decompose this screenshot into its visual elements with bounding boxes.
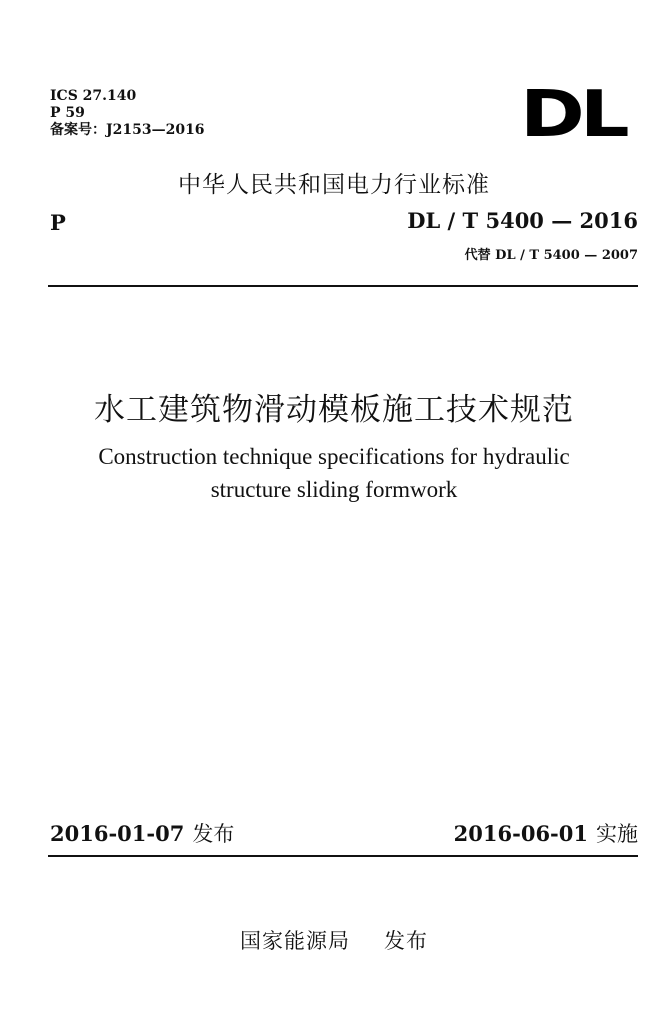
english-title bbox=[0, 440, 668, 506]
dl-logo bbox=[520, 78, 638, 152]
issue-label: 发布 bbox=[192, 822, 235, 846]
replaces-code: 代替 DL / T 5400 — 2007 bbox=[464, 248, 638, 263]
dl-logo-text: DL bbox=[520, 78, 625, 152]
p-code: P 59 bbox=[50, 105, 85, 121]
english-title-line-2: structure sliding formwork bbox=[210, 477, 458, 502]
standard-code: DL / T 5400 — 2016 bbox=[407, 208, 638, 233]
top-divider bbox=[48, 285, 638, 287]
issue-date-block bbox=[50, 818, 234, 848]
chinese-title: 水工建筑物滑动模板施工技术规范 bbox=[94, 392, 574, 428]
ics-code: ICS 27.140 bbox=[50, 88, 137, 104]
english-title-line-1: Construction technique specifications for hydraulic bbox=[98, 444, 570, 469]
issue-date: 2016-01-07 bbox=[50, 821, 185, 846]
bottom-divider bbox=[48, 855, 638, 857]
implement-date: 2016-06-01 bbox=[453, 821, 588, 846]
issuer-name: 国家能源局 bbox=[240, 929, 350, 953]
issuer-block bbox=[0, 925, 668, 955]
issuer-label: 发布 bbox=[384, 929, 428, 953]
standard-metadata bbox=[50, 88, 205, 139]
industry-standard-heading: 中华人民共和国电力行业标准 bbox=[178, 172, 490, 198]
category-code: P bbox=[50, 210, 66, 235]
implement-date-block bbox=[454, 818, 638, 848]
record-number: 备案号：J2153—2016 bbox=[50, 122, 205, 138]
implement-label: 实施 bbox=[596, 822, 638, 846]
